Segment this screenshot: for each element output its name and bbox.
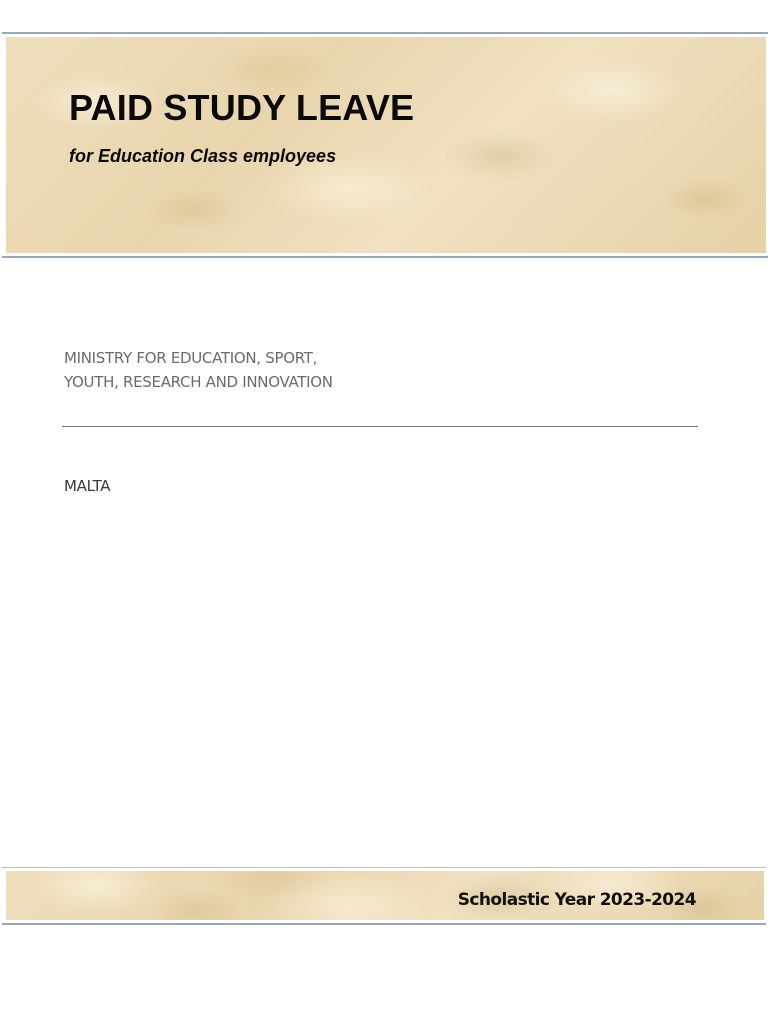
horizontal-divider <box>62 426 698 427</box>
parchment-background <box>6 37 766 253</box>
country-label: MALTA <box>64 477 111 495</box>
ministry-name-line-1: MINISTRY FOR EDUCATION, SPORT, <box>64 349 318 367</box>
footer-parchment-background <box>6 871 764 920</box>
scholastic-year-label: Scholastic Year 2023-2024 <box>457 890 696 910</box>
document-title: PAID STUDY LEAVE <box>69 87 415 128</box>
footer-banner <box>2 867 766 925</box>
title-banner <box>2 32 768 258</box>
ministry-name-line-2: YOUTH, RESEARCH AND INNOVATION <box>64 373 333 391</box>
document-subtitle: for Education Class employees <box>69 146 337 166</box>
ministry-name <box>64 346 333 394</box>
